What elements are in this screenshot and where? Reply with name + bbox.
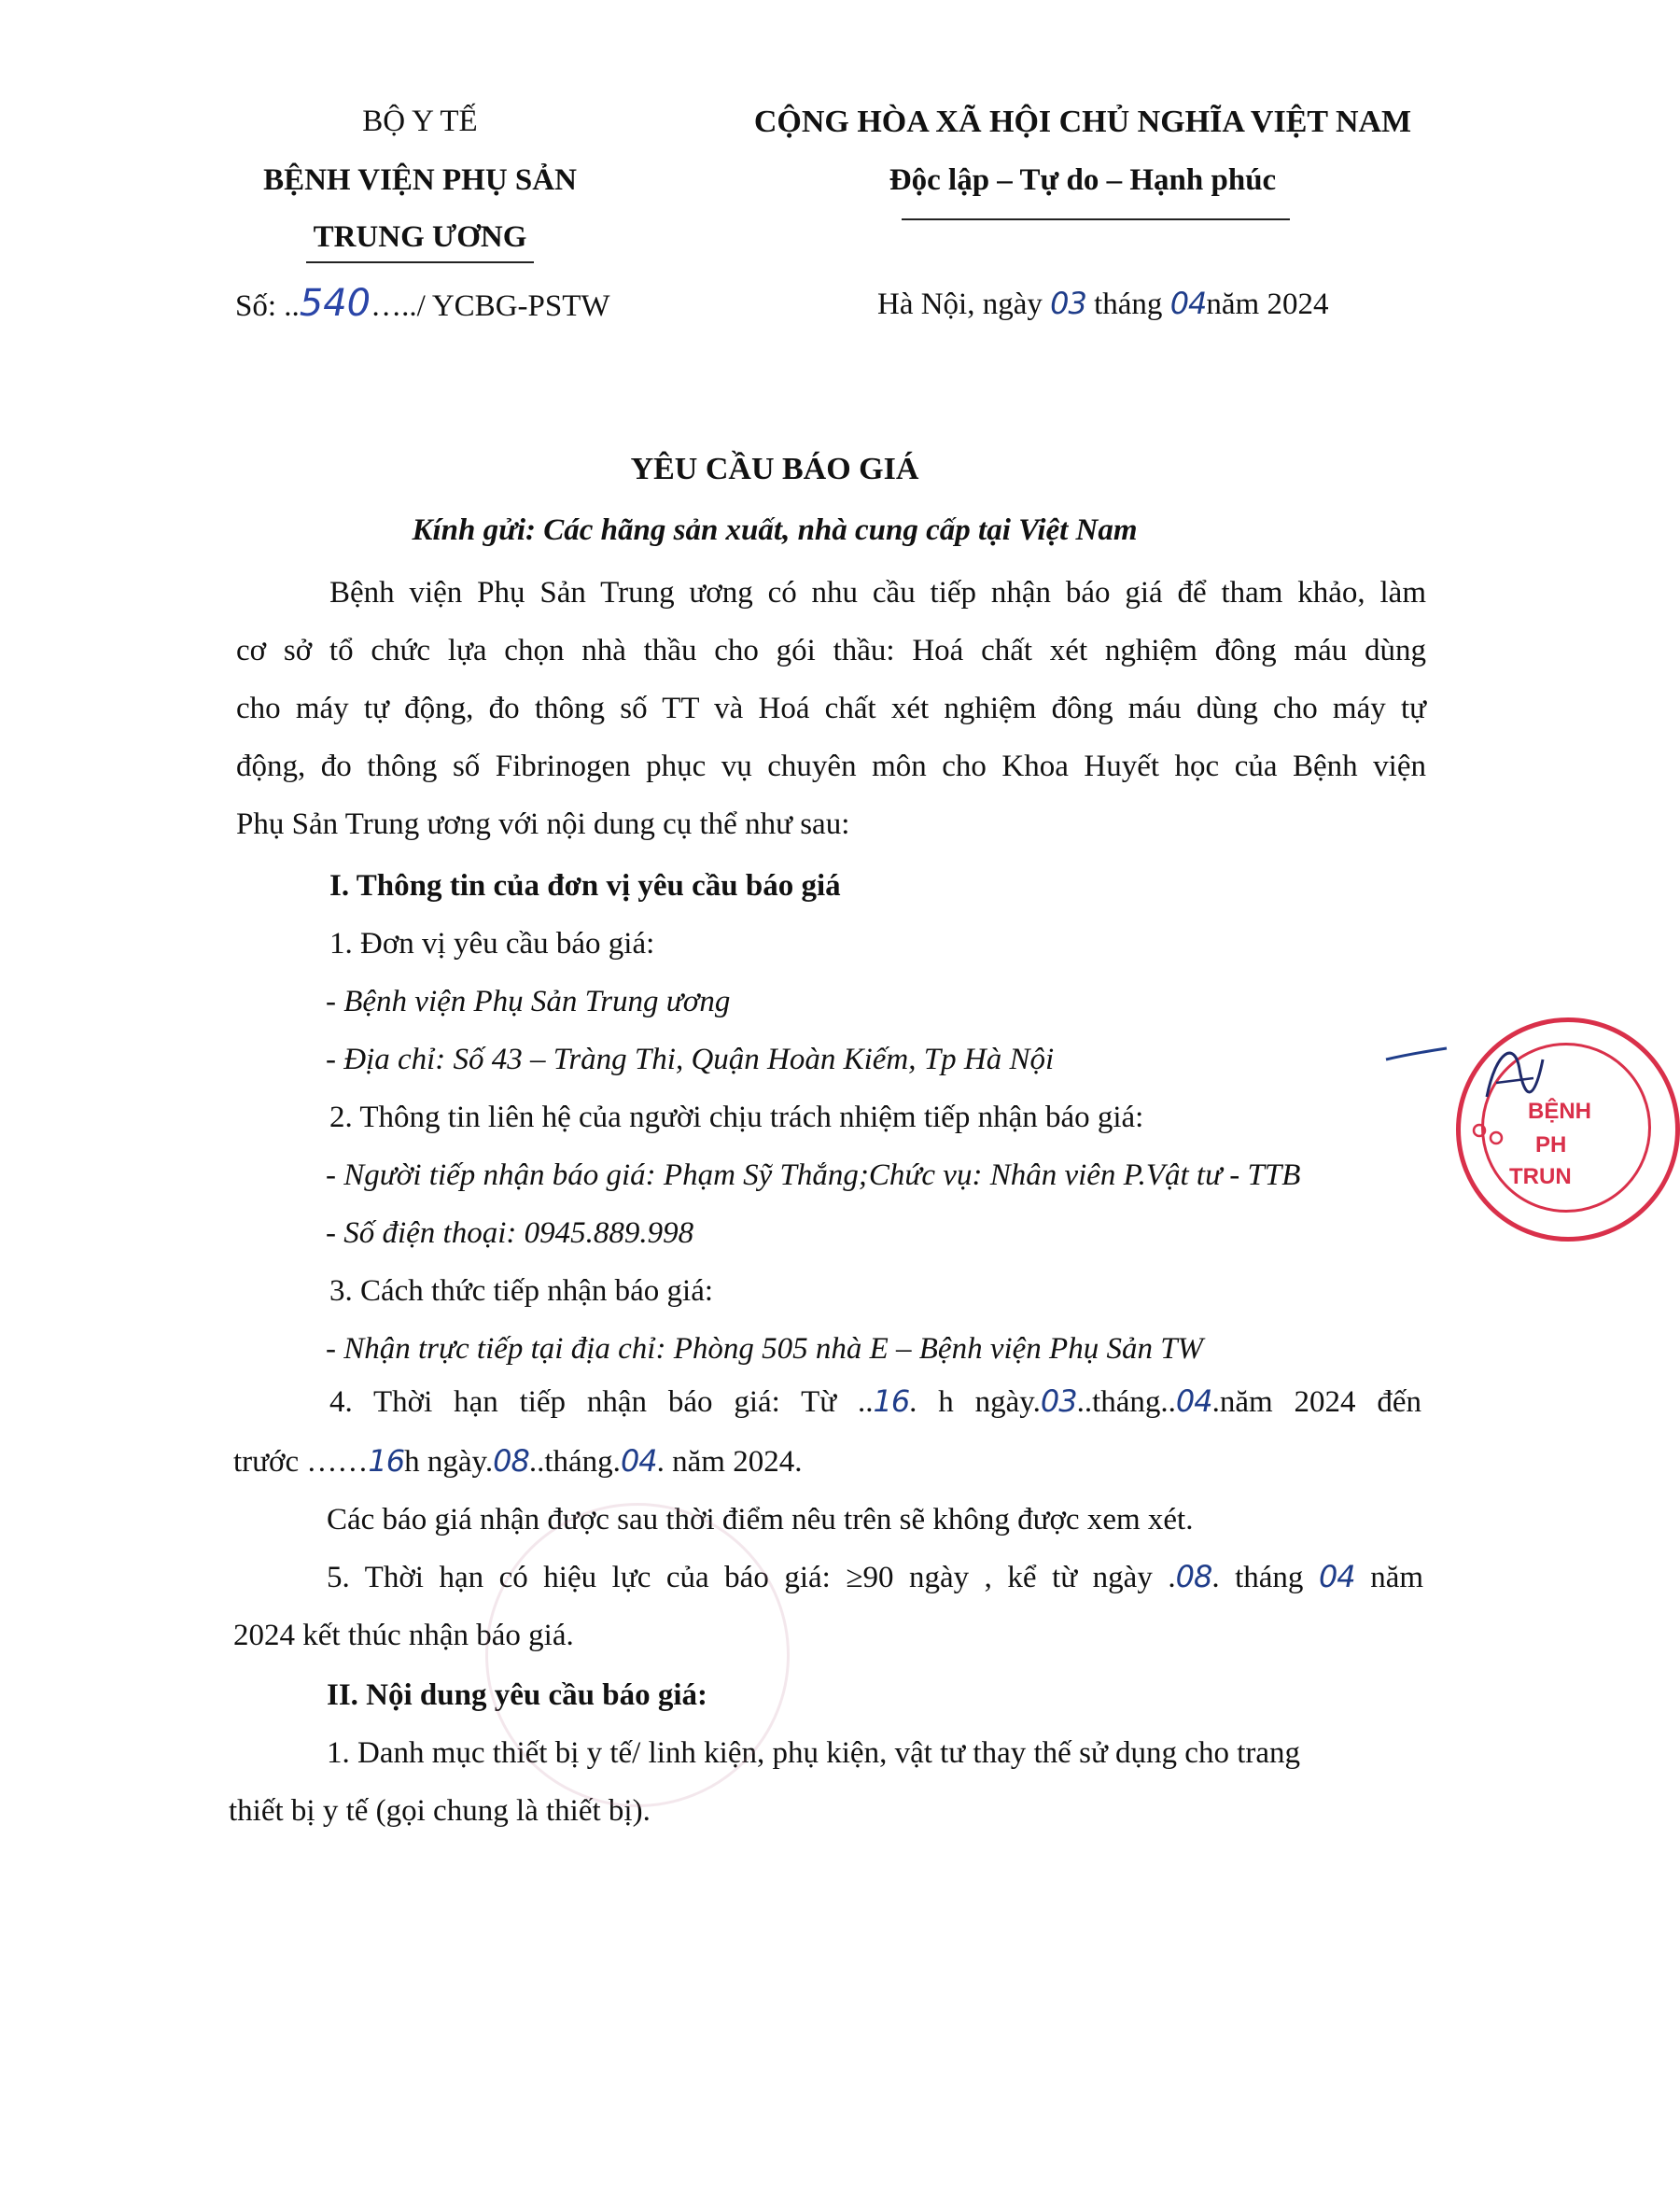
handwritten-end-hour: 16 <box>368 1443 405 1479</box>
date-year: năm 2024 <box>1206 288 1329 321</box>
section-1-item-4-line-1 <box>329 1383 1421 1420</box>
seal-text-line-2: PH <box>1535 1132 1567 1158</box>
intro-paragraph <box>236 564 1426 853</box>
item4-text-2: . h ngày. <box>909 1385 1041 1419</box>
recipient-line: Kính gửi: Các hãng sản xuất, nhà cung cấp tại Việt Nam <box>412 513 1138 547</box>
item5-text-1: 5. Thời hạn có hiệu lực của báo giá: ≥90 ngày , kể từ ngày . <box>327 1561 1176 1594</box>
document-number <box>235 282 610 325</box>
hospital-name-line2: TRUNG ƯƠNG <box>313 220 527 254</box>
date-month-handwritten: 04 <box>1169 286 1207 321</box>
handwritten-validity-day: 08 <box>1175 1559 1212 1594</box>
contact-phone: - Số điện thoại: 0945.889.998 <box>326 1216 694 1250</box>
header-left-underline <box>306 261 534 263</box>
intro-line-4: động, đo thông số Fibrinogen phục vụ chuyên môn cho Khoa Huyết học của Bệnh viện <box>236 750 1426 783</box>
number-suffix: …../ YCBG-PSTW <box>371 289 610 323</box>
receiving-method: - Nhận trực tiếp tại địa chỉ: Phòng 505 nhà E – Bệnh viện Phụ Sản TW <box>326 1332 1204 1366</box>
hospital-seal <box>1456 1017 1680 1242</box>
item4-text-8: . năm 2024. <box>656 1445 803 1479</box>
unit-name: - Bệnh viện Phụ Sản Trung ương <box>326 985 731 1018</box>
document-title: YÊU CẦU BÁO GIÁ <box>630 452 919 486</box>
section-1-item-4-line-2 <box>233 1443 802 1480</box>
seal-text-line-1: BỆNH <box>1528 1099 1592 1124</box>
section-2-heading: II. Nội dung yêu cầu báo giá: <box>327 1678 708 1712</box>
document-date <box>877 286 1328 322</box>
handwritten-end-day: 08 <box>493 1443 529 1479</box>
motto-underline <box>902 218 1290 220</box>
date-prefix: Hà Nội, ngày <box>877 288 1043 321</box>
unit-address: - Địa chỉ: Số 43 – Tràng Thi, Quận Hoàn Kiếm, Tp Hà Nội <box>326 1043 1055 1076</box>
late-quote-note: Các báo giá nhận được sau thời điểm nêu trên sẽ không được xem xét. <box>327 1503 1194 1536</box>
item4-text-1: 4. Thời hạn tiếp nhận báo giá: Từ .. <box>329 1385 874 1419</box>
date-day-handwritten: 03 <box>1050 286 1086 321</box>
section-1-heading: I. Thông tin của đơn vị yêu cầu báo giá <box>329 869 841 903</box>
section-1-item-3: 3. Cách thức tiếp nhận báo giá: <box>329 1274 714 1308</box>
item4-text-3: ..tháng.. <box>1076 1385 1176 1419</box>
item4-text-7: ..tháng. <box>528 1445 621 1479</box>
item5-text-2: . tháng <box>1211 1561 1304 1594</box>
item4-text-5: trước …… <box>233 1445 369 1479</box>
item5-text-3: năm <box>1370 1561 1424 1594</box>
section-2-item-1-line-1: 1. Danh mục thiết bị y tế/ linh kiện, phụ kiện, vật tư thay thế sử dụng cho trang <box>327 1736 1300 1770</box>
handwritten-validity-month: 04 <box>1318 1559 1355 1594</box>
section-1-item-2: 2. Thông tin liên hệ của người chịu trách nhiệm tiếp nhận báo giá: <box>329 1101 1144 1134</box>
country-name: CỘNG HÒA XÃ HỘI CHỦ NGHĨA VIỆT NAM <box>753 105 1412 139</box>
handwritten-start-hour: 16 <box>873 1383 910 1419</box>
item4-text-6: h ngày. <box>404 1445 494 1479</box>
ministry-name: BỘ Y TẾ <box>362 105 478 138</box>
number-prefix: Số: .. <box>235 289 300 323</box>
section-1-item-5-line-1 <box>327 1559 1423 1595</box>
intro-line-2: cơ sở tổ chức lựa chọn nhà thầu cho gói thầu: Hoá chất xét nghiệm đông máu dùng <box>236 634 1426 667</box>
date-month-label: tháng <box>1094 288 1163 321</box>
contact-person: - Người tiếp nhận báo giá: Phạm Sỹ Thắng;Chức vụ: Nhân viên P.Vật tư - TTB <box>326 1158 1301 1192</box>
handwritten-start-day: 03 <box>1040 1383 1077 1419</box>
seal-text-line-3: TRUN <box>1509 1164 1572 1189</box>
section-1-item-5-line-2: 2024 kết thúc nhận báo giá. <box>233 1619 574 1652</box>
section-1-item-1: 1. Đơn vị yêu cầu báo giá: <box>329 927 655 961</box>
item4-text-4: .năm 2024 đến <box>1211 1385 1421 1419</box>
intro-line-5: Phụ Sản Trung ương với nội dung cụ thể như sau: <box>236 807 850 841</box>
intro-line-3: cho máy tự động, đo thông số TT và Hoá chất xét nghiệm đông máu dùng cho máy tự <box>236 692 1426 725</box>
seal-star-icon <box>1470 1119 1507 1147</box>
number-handwritten: 540 <box>299 282 371 325</box>
intro-line-1: Bệnh viện Phụ Sản Trung ương có nhu cầu tiếp nhận báo giá để tham khảo, làm <box>329 576 1426 610</box>
national-motto: Độc lập – Tự do – Hạnh phúc <box>889 163 1277 197</box>
handwritten-start-month: 04 <box>1175 1383 1212 1419</box>
pen-stroke-mark <box>1381 1041 1456 1069</box>
section-1 <box>326 857 1431 1378</box>
handwritten-end-month: 04 <box>620 1443 657 1479</box>
faint-stamp-show-through <box>485 1503 790 1807</box>
section-2-item-1-line-2: thiết bị y tế (gọi chung là thiết bị). <box>229 1794 651 1828</box>
hospital-name-line1: BỆNH VIỆN PHỤ SẢN <box>263 163 577 197</box>
